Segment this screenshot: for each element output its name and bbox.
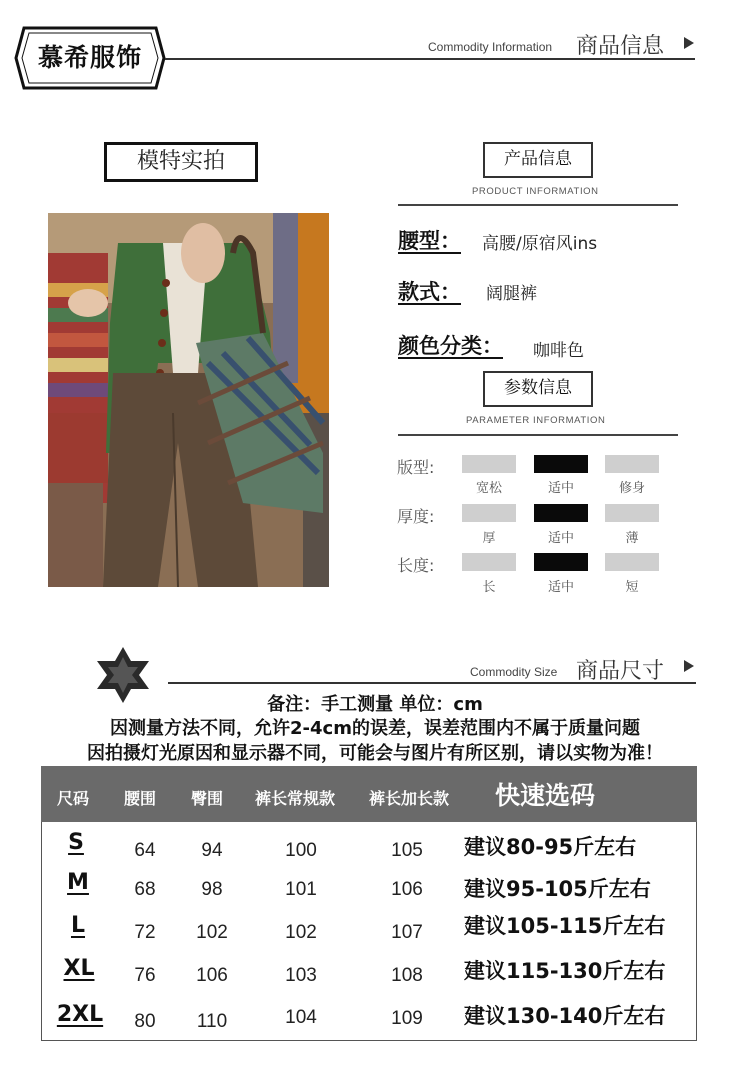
col-header-quick-select: 快速选码	[495, 781, 596, 810]
attr-label-waist: 腰型：	[398, 229, 461, 253]
size-header-en: Commodity Size	[470, 665, 558, 679]
hip-cell: 102	[196, 922, 228, 943]
param-fit-option-1: 适中	[547, 481, 574, 496]
length-long-cell: 105	[391, 840, 423, 861]
length-regular-cell: 100	[285, 840, 317, 861]
param-thickness-swatch-2	[605, 504, 659, 522]
param-fit-swatch-1-selected	[534, 455, 588, 473]
hip-cell: 98	[201, 879, 223, 900]
recommendation-cell: 建议95-105斤左右	[464, 877, 651, 901]
header-info-cn: 商品信息	[576, 34, 665, 59]
param-fit-option-0: 宽松	[475, 481, 502, 496]
length-regular-cell: 104	[285, 1007, 317, 1028]
arrow-right-icon	[684, 37, 694, 49]
brand-logo	[14, 26, 166, 90]
product-info-subtitle: PRODUCT INFORMATION	[472, 186, 599, 197]
attr-label-style: 款式：	[398, 280, 461, 304]
size-cell: M	[67, 870, 89, 895]
hip-cell: 94	[201, 840, 223, 861]
attr-label-color: 颜色分类：	[398, 334, 503, 358]
attr-value-color: 咖啡色	[533, 341, 584, 361]
attr-value-waist: 高腰/原宿风ins	[482, 234, 598, 254]
length-long-cell: 108	[391, 965, 423, 986]
header-info-en: Commodity Information	[428, 40, 553, 54]
recommendation-cell: 建议115-130斤左右	[464, 959, 666, 983]
col-header-length-regular: 裤长常规款	[255, 789, 336, 808]
param-length-swatch-2	[605, 553, 659, 571]
recommendation-cell: 建议105-115斤左右	[464, 914, 666, 938]
model-photo-label: 模特实拍	[104, 142, 258, 182]
hip-cell: 106	[196, 965, 228, 986]
note-line-3: 因拍摄灯光原因和显示器不同，可能会与图片有所区别，请以实物为准！	[87, 743, 663, 764]
product-info-divider	[398, 204, 678, 206]
col-header-length-long: 裤长加长款	[369, 789, 450, 808]
size-cell: L	[70, 913, 86, 938]
length-long-cell: 107	[391, 922, 423, 943]
param-label-fit: 版型:	[397, 458, 435, 477]
waist-cell: 76	[134, 965, 156, 986]
param-info-title: 参数信息	[483, 371, 593, 407]
col-header-hip: 臀围	[191, 789, 224, 808]
hip-cell: 110	[196, 1011, 228, 1032]
waist-cell: 64	[134, 840, 156, 861]
param-thickness-option-2: 薄	[625, 531, 639, 546]
param-length-option-0: 长	[482, 580, 496, 595]
size-header-cn: 商品尺寸	[576, 659, 665, 684]
brand-name: 慕希服饰	[37, 43, 142, 72]
param-length-swatch-0	[462, 553, 516, 571]
waist-cell: 72	[134, 922, 156, 943]
attr-value-style: 阔腿裤	[486, 284, 537, 304]
param-label-thickness: 厚度:	[397, 507, 435, 526]
param-info-subtitle: PARAMETER INFORMATION	[466, 415, 606, 426]
param-info-divider	[398, 434, 678, 436]
size-cell: XL	[63, 956, 95, 981]
model-photo	[48, 213, 329, 587]
size-cell: 2XL	[56, 1002, 104, 1027]
param-thickness-swatch-1-selected	[534, 504, 588, 522]
recommendation-cell: 建议80-95斤左右	[464, 835, 637, 859]
length-regular-cell: 103	[285, 965, 317, 986]
recommendation-cell: 建议130-140斤左右	[464, 1004, 666, 1028]
waist-cell: 80	[134, 1011, 156, 1032]
col-header-size: 尺码	[57, 789, 90, 808]
length-regular-cell: 102	[285, 922, 317, 943]
param-length-option-1: 适中	[547, 580, 574, 595]
product-info-title: 产品信息	[483, 142, 593, 178]
param-length-option-2: 短	[625, 580, 639, 595]
param-fit-swatch-2	[605, 455, 659, 473]
param-thickness-option-1: 适中	[547, 531, 574, 546]
col-header-waist: 腰围	[124, 789, 157, 808]
param-thickness-swatch-0	[462, 504, 516, 522]
param-thickness-option-0: 厚	[482, 531, 496, 546]
param-length-swatch-1-selected	[534, 553, 588, 571]
length-regular-cell: 101	[285, 879, 317, 900]
length-long-cell: 109	[391, 1008, 423, 1029]
waist-cell: 68	[134, 879, 156, 900]
arrow-right-icon-2	[684, 660, 694, 672]
length-long-cell: 106	[391, 879, 423, 900]
param-label-length: 长度:	[397, 556, 435, 575]
size-cell: S	[68, 830, 84, 855]
note-line-1: 备注：手工测量 单位：cm	[267, 694, 483, 715]
param-fit-swatch-0	[462, 455, 516, 473]
note-line-2: 因测量方法不同，允许2-4cm的误差，误差范围内不属于质量问题	[110, 718, 640, 739]
param-fit-option-2: 修身	[618, 481, 645, 496]
